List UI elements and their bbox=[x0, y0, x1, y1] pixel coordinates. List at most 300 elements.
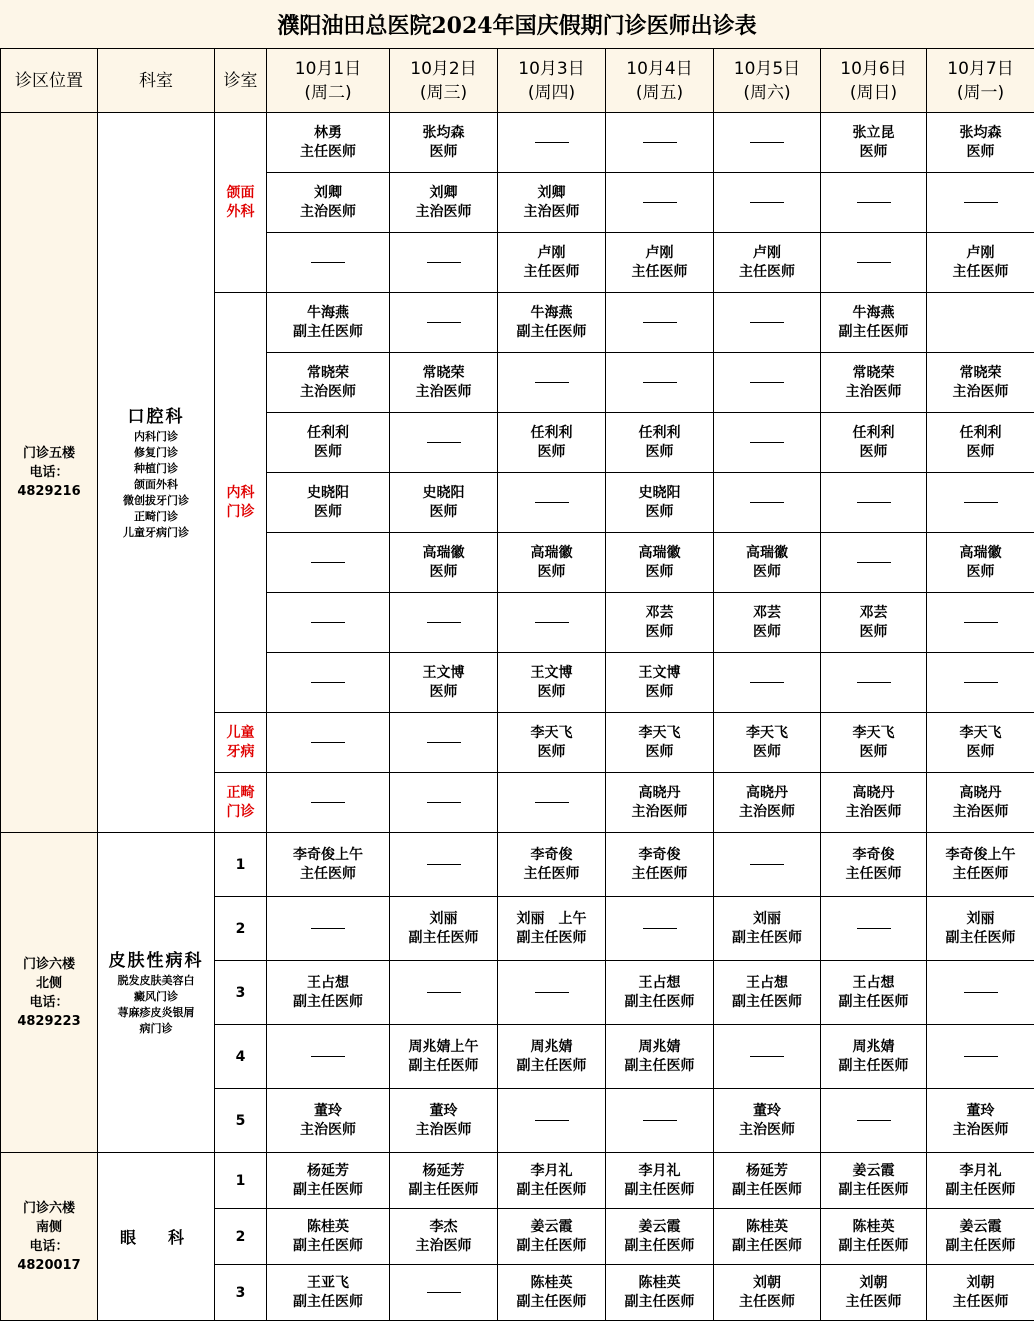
empty-cell bbox=[714, 113, 821, 173]
doctor-cell bbox=[927, 1089, 1034, 1153]
no-shift-dash bbox=[427, 802, 461, 803]
doctor-cell bbox=[498, 1265, 606, 1321]
doctor-title: 副主任医师 bbox=[838, 1237, 909, 1254]
doctor-cell bbox=[390, 653, 498, 713]
header-day: 10月7日 (周一) bbox=[927, 49, 1034, 113]
doctor-name: 牛海燕 bbox=[530, 304, 573, 321]
no-shift-dash bbox=[643, 142, 677, 143]
doctor-title: 主任医师 bbox=[300, 865, 356, 882]
doctor-name: 高晓丹 bbox=[959, 784, 1002, 801]
doctor-name: 刘丽 bbox=[753, 910, 781, 927]
no-shift-dash bbox=[857, 202, 891, 203]
doctor-title: 医师 bbox=[966, 743, 995, 760]
doctor-title: 主任医师 bbox=[739, 1293, 795, 1310]
no-shift-dash bbox=[535, 502, 569, 503]
doctor-cell bbox=[498, 1209, 606, 1265]
doctor-name: 林勇 bbox=[314, 124, 342, 141]
doctor-cell bbox=[821, 961, 927, 1025]
doctor-cell bbox=[821, 713, 927, 773]
no-shift-dash bbox=[750, 442, 784, 443]
doctor-cell bbox=[606, 773, 714, 833]
doctor-cell bbox=[498, 533, 606, 593]
no-shift-dash bbox=[311, 262, 345, 263]
doctor-title: 副主任医师 bbox=[293, 1293, 363, 1310]
doctor-cell bbox=[821, 1209, 927, 1265]
doctor-cell bbox=[606, 961, 714, 1025]
page-title: 濮阳油田总医院2024年国庆假期门诊医师出诊表 bbox=[0, 0, 1034, 49]
room-number: 2 bbox=[215, 897, 267, 961]
doctor-cell bbox=[714, 1153, 821, 1209]
no-shift-dash bbox=[750, 502, 784, 503]
doctor-cell bbox=[927, 533, 1034, 593]
doctor-cell bbox=[498, 233, 606, 293]
header-day: 10月6日 (周日) bbox=[821, 49, 927, 113]
no-shift-dash bbox=[857, 562, 891, 563]
doctor-name: 周兆婧 bbox=[638, 1038, 681, 1055]
doctor-title: 主治医师 bbox=[952, 1121, 1009, 1138]
empty-cell bbox=[606, 353, 714, 413]
empty-cell bbox=[267, 233, 390, 293]
doctor-title: 医师 bbox=[429, 503, 458, 520]
doctor-title: 医师 bbox=[753, 563, 781, 580]
doctor-cell bbox=[498, 173, 606, 233]
doctor-name: 常晓荣 bbox=[307, 364, 349, 381]
doctor-title: 副主任医师 bbox=[945, 929, 1016, 946]
empty-cell bbox=[606, 897, 714, 961]
no-shift-dash bbox=[643, 1120, 677, 1121]
empty-cell bbox=[390, 593, 498, 653]
empty-cell bbox=[498, 773, 606, 833]
subclinic-label: 儿童 牙病 bbox=[215, 713, 267, 773]
doctor-name: 牛海燕 bbox=[307, 304, 349, 321]
doctor-cell bbox=[390, 897, 498, 961]
empty-cell bbox=[267, 1025, 390, 1089]
no-shift-dash bbox=[427, 742, 461, 743]
doctor-title: 主任医师 bbox=[631, 263, 688, 280]
no-shift-dash bbox=[964, 1056, 998, 1057]
no-shift-dash bbox=[750, 322, 784, 323]
doctor-name: 杨延芳 bbox=[746, 1162, 788, 1179]
empty-cell bbox=[714, 473, 821, 533]
doctor-name: 高晓丹 bbox=[638, 784, 681, 801]
doctor-title: 副主任医师 bbox=[732, 1181, 802, 1198]
doctor-cell bbox=[927, 773, 1034, 833]
doctor-name: 李天飞 bbox=[852, 724, 895, 741]
doctor-cell bbox=[821, 1265, 927, 1321]
empty-cell bbox=[390, 833, 498, 897]
doctor-name: 姜云霞 bbox=[638, 1218, 681, 1235]
no-shift-dash bbox=[535, 802, 569, 803]
doctor-title: 副主任医师 bbox=[945, 1181, 1016, 1198]
doctor-name: 李天飞 bbox=[959, 724, 1002, 741]
doctor-name: 李奇俊 bbox=[638, 846, 681, 863]
doctor-title: 医师 bbox=[966, 563, 995, 580]
doctor-title: 医师 bbox=[537, 563, 566, 580]
no-shift-dash bbox=[311, 682, 345, 683]
empty-cell bbox=[267, 653, 390, 713]
doctor-name: 董玲 bbox=[966, 1102, 995, 1119]
doctor-name: 董玲 bbox=[314, 1102, 342, 1119]
doctor-name: 刘卿 bbox=[429, 184, 458, 201]
doctor-title: 主治医师 bbox=[952, 383, 1009, 400]
doctor-cell bbox=[267, 473, 390, 533]
doctor-cell bbox=[267, 961, 390, 1025]
doctor-cell bbox=[498, 653, 606, 713]
doctor-title: 副主任医师 bbox=[293, 323, 363, 340]
empty-cell bbox=[498, 1089, 606, 1153]
empty-cell bbox=[390, 713, 498, 773]
doctor-name: 李奇俊上午 bbox=[945, 846, 1016, 863]
doctor-cell bbox=[267, 1265, 390, 1321]
doctor-title: 医师 bbox=[537, 743, 566, 760]
no-shift-dash bbox=[535, 622, 569, 623]
doctor-cell bbox=[267, 173, 390, 233]
doctor-cell bbox=[714, 897, 821, 961]
doctor-name: 张均森 bbox=[422, 124, 465, 141]
doctor-title: 副主任医师 bbox=[838, 323, 909, 340]
no-shift-dash bbox=[964, 682, 998, 683]
header-room: 诊室 bbox=[215, 49, 267, 113]
doctor-name: 刘朝 bbox=[966, 1274, 995, 1291]
doctor-name: 杨延芳 bbox=[307, 1162, 349, 1179]
no-shift-dash bbox=[427, 322, 461, 323]
no-shift-dash bbox=[311, 622, 345, 623]
doctor-name: 周兆婧上午 bbox=[408, 1038, 479, 1055]
no-shift-dash bbox=[311, 802, 345, 803]
doctor-name: 任利利 bbox=[959, 424, 1002, 441]
no-shift-dash bbox=[311, 562, 345, 563]
schedule-row bbox=[1, 1153, 1034, 1209]
doctor-name: 王文博 bbox=[638, 664, 681, 681]
doctor-title: 副主任医师 bbox=[516, 1293, 587, 1310]
doctor-cell bbox=[267, 353, 390, 413]
doctor-title: 医师 bbox=[537, 683, 566, 700]
location-cell: 门诊五楼 电话： 4829216 bbox=[1, 113, 98, 833]
doctor-cell bbox=[498, 293, 606, 353]
doctor-name: 高瑞徽 bbox=[959, 544, 1002, 561]
subclinic-label: 颌面 外科 bbox=[215, 113, 267, 293]
doctor-cell bbox=[714, 713, 821, 773]
doctor-name: 王占想 bbox=[638, 974, 681, 991]
doctor-cell bbox=[498, 713, 606, 773]
empty-cell bbox=[498, 113, 606, 173]
doctor-name: 牛海燕 bbox=[852, 304, 895, 321]
doctor-name: 史晓阳 bbox=[638, 484, 681, 501]
doctor-name: 李杰 bbox=[429, 1218, 458, 1235]
no-shift-dash bbox=[964, 202, 998, 203]
no-shift-dash bbox=[427, 992, 461, 993]
empty-cell bbox=[606, 173, 714, 233]
doctor-title: 副主任医师 bbox=[732, 993, 802, 1010]
doctor-title: 副主任医师 bbox=[408, 1181, 479, 1198]
doctor-cell bbox=[498, 1153, 606, 1209]
doctor-cell bbox=[390, 1089, 498, 1153]
empty-cell bbox=[714, 653, 821, 713]
doctor-cell bbox=[821, 1153, 927, 1209]
doctor-cell bbox=[267, 113, 390, 173]
doctor-cell bbox=[606, 473, 714, 533]
room-number: 1 bbox=[215, 833, 267, 897]
doctor-cell bbox=[714, 773, 821, 833]
doctor-cell bbox=[606, 1153, 714, 1209]
doctor-title: 医师 bbox=[429, 563, 458, 580]
doctor-name: 李天飞 bbox=[530, 724, 573, 741]
doctor-cell bbox=[267, 1089, 390, 1153]
doctor-cell bbox=[927, 1265, 1034, 1321]
empty-cell bbox=[821, 533, 927, 593]
no-shift-dash bbox=[750, 864, 784, 865]
empty-cell bbox=[714, 353, 821, 413]
doctor-cell bbox=[390, 473, 498, 533]
doctor-name: 李奇俊 bbox=[530, 846, 573, 863]
doctor-cell bbox=[267, 1209, 390, 1265]
header-day: 10月1日 (周二) bbox=[267, 49, 390, 113]
doctor-name: 刘朝 bbox=[859, 1274, 888, 1291]
doctor-cell bbox=[927, 1209, 1034, 1265]
doctor-cell bbox=[821, 293, 927, 353]
doctor-cell bbox=[821, 593, 927, 653]
no-shift-dash bbox=[427, 442, 461, 443]
department-cell: 皮肤性病科 脱发皮肤美容白 癜风门诊 荨麻疹皮炎银屑 病门诊 bbox=[98, 833, 215, 1153]
no-shift-dash bbox=[643, 322, 677, 323]
header-location: 诊区位置 bbox=[1, 49, 98, 113]
doctor-cell bbox=[714, 533, 821, 593]
doctor-cell bbox=[714, 1265, 821, 1321]
doctor-title: 主治医师 bbox=[415, 383, 472, 400]
doctor-title: 副主任医师 bbox=[624, 1181, 695, 1198]
no-shift-dash bbox=[427, 622, 461, 623]
header-row bbox=[1, 49, 1034, 113]
doctor-name: 杨延芳 bbox=[422, 1162, 465, 1179]
doctor-title: 副主任医师 bbox=[516, 1057, 587, 1074]
empty-cell bbox=[714, 293, 821, 353]
doctor-name: 常晓荣 bbox=[959, 364, 1002, 381]
doctor-name: 李天飞 bbox=[746, 724, 788, 741]
empty-cell bbox=[498, 353, 606, 413]
doctor-title: 主任医师 bbox=[631, 865, 688, 882]
doctor-cell bbox=[927, 833, 1034, 897]
doctor-cell bbox=[821, 1025, 927, 1089]
no-shift-dash bbox=[535, 382, 569, 383]
doctor-name: 高瑞徽 bbox=[746, 544, 788, 561]
header-day: 10月2日 (周三) bbox=[390, 49, 498, 113]
room-number: 4 bbox=[215, 1025, 267, 1089]
doctor-cell bbox=[390, 173, 498, 233]
doctor-title: 主治医师 bbox=[845, 383, 902, 400]
empty-cell bbox=[390, 773, 498, 833]
doctor-cell bbox=[606, 533, 714, 593]
doctor-name: 李奇俊上午 bbox=[293, 846, 363, 863]
doctor-name: 任利利 bbox=[638, 424, 681, 441]
doctor-name: 张立昆 bbox=[852, 124, 895, 141]
doctor-title: 医师 bbox=[429, 143, 458, 160]
doctor-title: 主治医师 bbox=[739, 1121, 795, 1138]
doctor-title: 主治医师 bbox=[300, 383, 356, 400]
doctor-cell bbox=[498, 897, 606, 961]
doctor-cell bbox=[821, 353, 927, 413]
empty-cell bbox=[390, 233, 498, 293]
doctor-title: 医师 bbox=[859, 443, 888, 460]
doctor-title: 副主任医师 bbox=[408, 929, 479, 946]
doctor-name: 高瑞徽 bbox=[530, 544, 573, 561]
empty-cell bbox=[606, 113, 714, 173]
doctor-title: 主治医师 bbox=[523, 203, 580, 220]
empty-cell bbox=[927, 593, 1034, 653]
doctor-cell bbox=[390, 1153, 498, 1209]
doctor-cell bbox=[498, 833, 606, 897]
doctor-cell bbox=[714, 1089, 821, 1153]
doctor-name: 刘丽 上午 bbox=[516, 910, 587, 927]
empty-cell bbox=[267, 533, 390, 593]
doctor-name: 李天飞 bbox=[638, 724, 681, 741]
doctor-cell bbox=[390, 1209, 498, 1265]
header-day: 10月4日 (周五) bbox=[606, 49, 714, 113]
empty-cell bbox=[714, 173, 821, 233]
doctor-title: 主任医师 bbox=[952, 1293, 1009, 1310]
empty-cell bbox=[821, 653, 927, 713]
doctor-title: 医师 bbox=[314, 503, 342, 520]
doctor-title: 医师 bbox=[645, 443, 674, 460]
doctor-name: 陈桂英 bbox=[638, 1274, 681, 1291]
doctor-cell bbox=[927, 897, 1034, 961]
doctor-cell bbox=[927, 113, 1034, 173]
location-cell: 门诊六楼 南侧 电话： 4820017 bbox=[1, 1153, 98, 1321]
no-shift-dash bbox=[311, 928, 345, 929]
doctor-name: 邓芸 bbox=[753, 604, 781, 621]
doctor-title: 主任医师 bbox=[952, 263, 1009, 280]
doctor-title: 医师 bbox=[645, 503, 674, 520]
empty-cell bbox=[498, 961, 606, 1025]
no-shift-dash bbox=[427, 262, 461, 263]
no-shift-dash bbox=[964, 502, 998, 503]
empty-cell bbox=[821, 233, 927, 293]
doctor-cell bbox=[927, 713, 1034, 773]
doctor-cell bbox=[606, 713, 714, 773]
empty-cell bbox=[267, 593, 390, 653]
doctor-title: 医师 bbox=[314, 443, 342, 460]
doctor-title: 主任医师 bbox=[845, 865, 902, 882]
doctor-name: 王占想 bbox=[746, 974, 788, 991]
doctor-name: 陈桂英 bbox=[746, 1218, 788, 1235]
no-shift-dash bbox=[857, 1120, 891, 1121]
doctor-name: 刘卿 bbox=[537, 184, 566, 201]
doctor-name: 王文博 bbox=[530, 664, 573, 681]
doctor-title: 医师 bbox=[645, 683, 674, 700]
empty-cell bbox=[267, 773, 390, 833]
no-shift-dash bbox=[964, 622, 998, 623]
doctor-title: 医师 bbox=[645, 563, 674, 580]
no-shift-dash bbox=[750, 382, 784, 383]
empty-cell bbox=[927, 473, 1034, 533]
doctor-cell bbox=[606, 593, 714, 653]
empty-cell bbox=[498, 473, 606, 533]
no-shift-dash bbox=[964, 992, 998, 993]
room-number: 2 bbox=[215, 1209, 267, 1265]
doctor-title: 医师 bbox=[645, 743, 674, 760]
empty-cell bbox=[927, 961, 1034, 1025]
doctor-cell bbox=[714, 593, 821, 653]
doctor-name: 姜云霞 bbox=[852, 1162, 895, 1179]
doctor-cell bbox=[821, 413, 927, 473]
doctor-cell bbox=[714, 1209, 821, 1265]
empty-cell bbox=[821, 1089, 927, 1153]
doctor-cell bbox=[821, 773, 927, 833]
no-shift-dash bbox=[750, 202, 784, 203]
doctor-cell bbox=[390, 353, 498, 413]
empty-cell bbox=[927, 173, 1034, 233]
doctor-title: 主治医师 bbox=[631, 803, 688, 820]
doctor-title: 副主任医师 bbox=[838, 1181, 909, 1198]
doctor-title: 副主任医师 bbox=[732, 1237, 802, 1254]
no-shift-dash bbox=[311, 742, 345, 743]
doctor-name: 常晓荣 bbox=[422, 364, 465, 381]
doctor-title: 主治医师 bbox=[739, 803, 795, 820]
doctor-name: 李月礼 bbox=[530, 1162, 573, 1179]
doctor-title: 副主任医师 bbox=[624, 1057, 695, 1074]
empty-cell bbox=[927, 1025, 1034, 1089]
empty-cell bbox=[714, 413, 821, 473]
empty-cell bbox=[927, 653, 1034, 713]
doctor-name: 周兆婧 bbox=[530, 1038, 573, 1055]
doctor-cell bbox=[390, 113, 498, 173]
doctor-title: 主治医师 bbox=[300, 203, 356, 220]
doctor-title: 主治医师 bbox=[415, 1237, 472, 1254]
doctor-title: 副主任医师 bbox=[838, 993, 909, 1010]
doctor-cell bbox=[606, 1209, 714, 1265]
doctor-title: 副主任医师 bbox=[624, 1237, 695, 1254]
no-shift-dash bbox=[643, 382, 677, 383]
doctor-name: 刘丽 bbox=[966, 910, 995, 927]
empty-cell bbox=[267, 897, 390, 961]
doctor-name: 李月礼 bbox=[638, 1162, 681, 1179]
no-shift-dash bbox=[750, 682, 784, 683]
doctor-name: 高晓丹 bbox=[746, 784, 788, 801]
doctor-name: 邓芸 bbox=[645, 604, 674, 621]
no-shift-dash bbox=[427, 864, 461, 865]
empty-cell bbox=[606, 1089, 714, 1153]
empty-cell bbox=[821, 173, 927, 233]
empty-cell bbox=[498, 593, 606, 653]
doctor-cell bbox=[606, 413, 714, 473]
doctor-name: 陈桂英 bbox=[307, 1218, 349, 1235]
no-shift-dash bbox=[311, 1056, 345, 1057]
doctor-name: 史晓阳 bbox=[422, 484, 465, 501]
doctor-cell bbox=[390, 533, 498, 593]
doctor-name: 任利利 bbox=[530, 424, 573, 441]
doctor-cell bbox=[821, 113, 927, 173]
doctor-title: 主任医师 bbox=[739, 263, 795, 280]
doctor-title: 主任医师 bbox=[300, 143, 356, 160]
header-department: 科室 bbox=[98, 49, 215, 113]
subclinic-label: 正畸 门诊 bbox=[215, 773, 267, 833]
no-shift-dash bbox=[857, 928, 891, 929]
doctor-cell bbox=[498, 413, 606, 473]
doctor-name: 卢刚 bbox=[966, 244, 995, 261]
empty-cell bbox=[606, 293, 714, 353]
doctor-cell bbox=[606, 653, 714, 713]
doctor-cell bbox=[498, 1025, 606, 1089]
header-day: 10月3日 (周四) bbox=[498, 49, 606, 113]
doctor-name: 王占想 bbox=[852, 974, 895, 991]
empty-cell bbox=[714, 1025, 821, 1089]
doctor-cell bbox=[714, 961, 821, 1025]
doctor-name: 任利利 bbox=[307, 424, 349, 441]
doctor-name: 刘丽 bbox=[429, 910, 458, 927]
empty-cell bbox=[714, 833, 821, 897]
doctor-name: 刘卿 bbox=[314, 184, 342, 201]
doctor-cell bbox=[267, 833, 390, 897]
doctor-title: 主治医师 bbox=[952, 803, 1009, 820]
